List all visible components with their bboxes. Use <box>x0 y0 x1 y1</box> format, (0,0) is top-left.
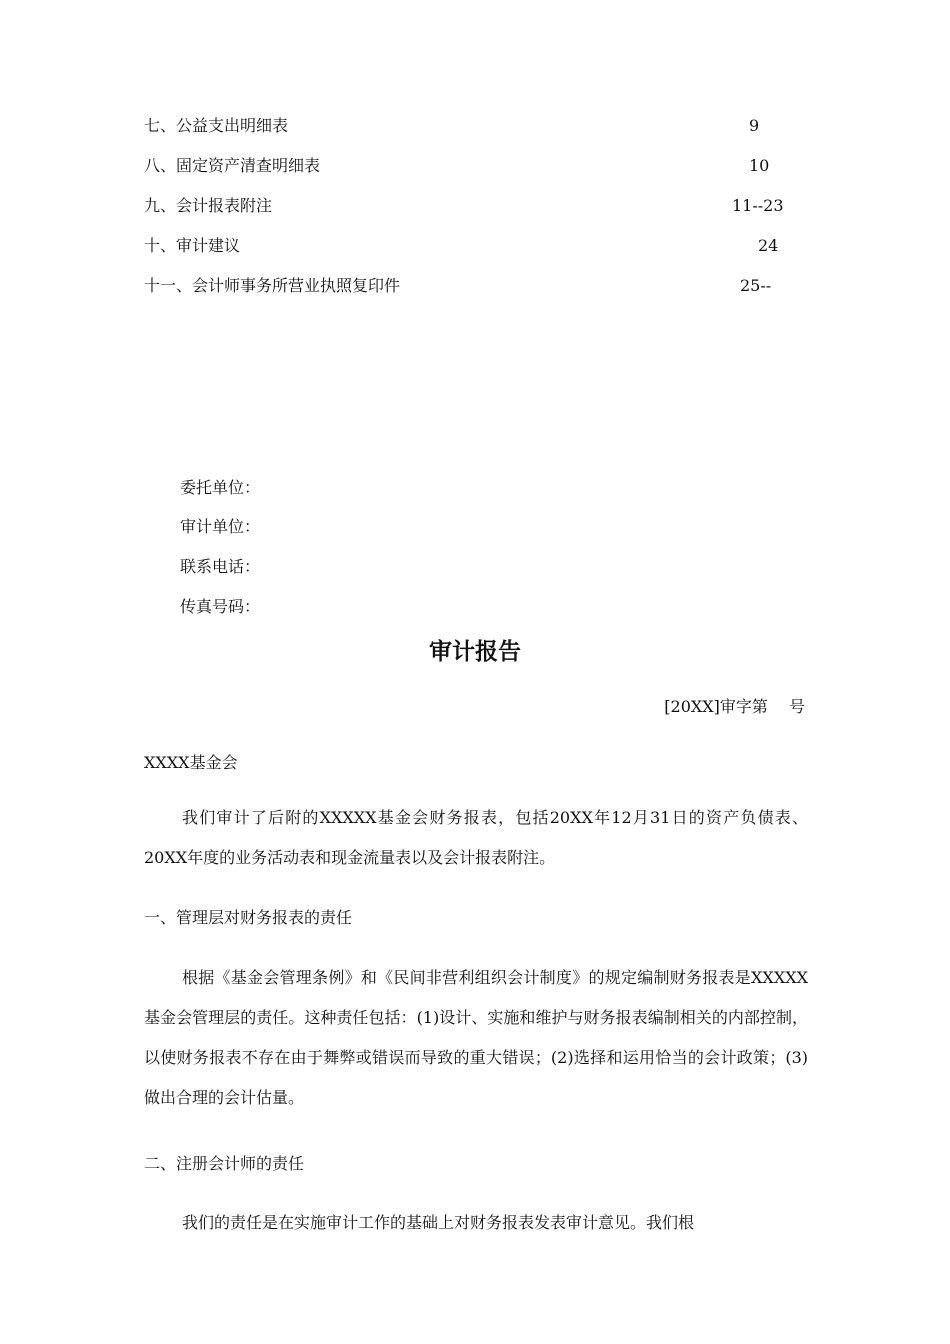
toc-row <box>144 115 804 137</box>
toc-page: 10 <box>749 156 770 175</box>
toc-row <box>144 275 804 297</box>
management-responsibility-paragraph: 根据《基金会管理条例》和《民间非营利组织会计制度》的规定编制财务报表是XXXXX基金会管理层的责任。这种责任包括：(1)设计、实施和维护与财务报表编制相关的内部控制，以使财务报表不存在由于舞弊或错误而导致的重大错误；(2)选择和运用恰当的会计政策；(3)做出合理的会计估量。 <box>144 968 808 1107</box>
section-heading-management: 一、管理层对财务报表的责任 <box>144 908 353 927</box>
toc-row <box>144 235 804 257</box>
auditor-responsibility-paragraph: 我们的责任是在实施审计工作的基础上对财务报表发表审计意见。我们根 <box>182 1213 695 1232</box>
section-heading-auditor: 二、注册会计师的责任 <box>144 1154 305 1173</box>
intro-paragraph: 我们审计了后附的XXXXX基金会财务报表，包括20XX年12月31日的资产负债表、20XX年度的业务活动表和现金流量表以及会计报表附注。 <box>144 808 808 867</box>
phone-label: 联系电话： <box>180 557 261 576</box>
report-title: 审计报告 <box>429 639 521 665</box>
toc-page: 9 <box>749 116 760 135</box>
fax-label: 传真号码： <box>180 597 261 616</box>
toc-label: 十一、会计师事务所营业执照复印件 <box>144 276 401 295</box>
toc-row <box>144 195 804 217</box>
toc-label: 七、公益支出明细表 <box>144 116 289 135</box>
toc-page: 25-- <box>740 276 772 295</box>
toc-page: 24 <box>758 236 779 255</box>
toc-label: 八、固定资产清查明细表 <box>144 156 321 175</box>
addressee: XXXX基金会 <box>144 753 238 772</box>
auditor-label: 审计单位： <box>180 517 261 536</box>
document-number: [20XX]审字第 号 <box>664 697 805 716</box>
toc-label: 十、审计建议 <box>144 236 241 255</box>
toc-label: 九、会计报表附注 <box>144 196 273 215</box>
toc-page: 11--23 <box>732 196 784 215</box>
client-label: 委托单位： <box>180 478 261 497</box>
toc-row <box>144 155 804 177</box>
